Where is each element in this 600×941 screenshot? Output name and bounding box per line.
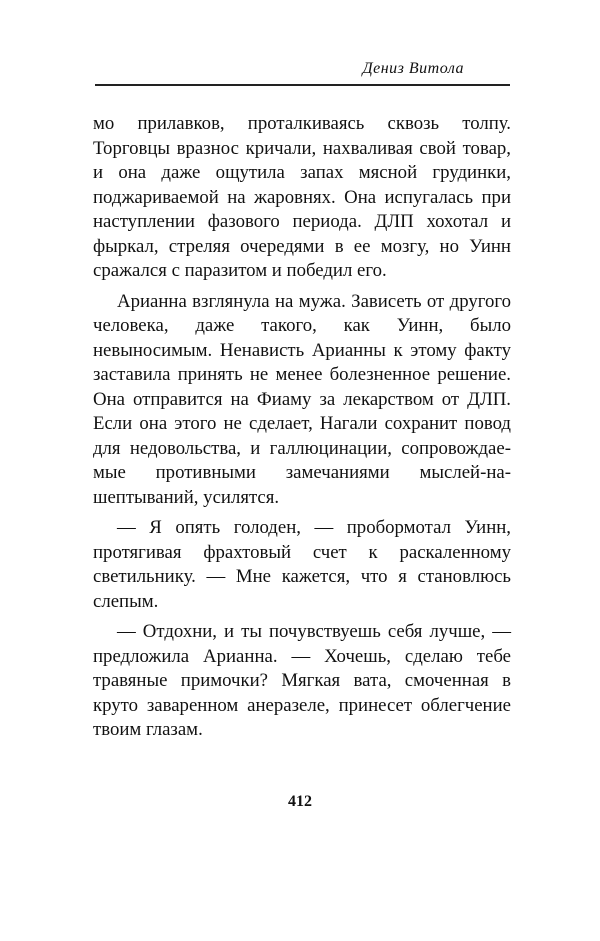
page-number: 412 (288, 793, 312, 810)
paragraph-3: — Я опять голоден, — пробормотал Уинн, протягивая фрахтовый счет к раскаленному светильнику. — Мне кажется, что я становлюсь слепым. (93, 517, 511, 612)
page-body (93, 112, 511, 749)
paragraph-2: Арианна взглянула на мужа. Зависеть от другого человека, даже такого, как Уинн, было невыносимым. Ненависть Арианны к этому факту заставила принять не менее болезненное решение. Она отправится на Фиаму за лекарством от ДЛП. Если она этого не сделает, Нагали сохранит повод для недовольства, и галлюцинации, сопровождаемые противными замечаниями мыслей-нашептываний, усилятся. (93, 290, 511, 508)
paragraph-4: — Отдохни, и ты почувствуешь себя лучше, — предложила Арианна. — Хочешь, сделаю тебе травяные примочки? Мягкая вата, смоченная в круто заваренном анеразеле, принесет облегчение твоим глазам. (93, 621, 511, 740)
running-header (95, 58, 510, 86)
header-author-name: Дениз Витола (362, 60, 464, 77)
paragraph-1: мо прилавков, проталкиваясь сквозь толпу. Торговцы вразнос кричали, нахваливая свой товар, и она даже ощутила запах мясной грудинки, поджариваемой на жаровнях. Она испугалась при наступлении фазового периода. ДЛП хохотал и фыркал, стреляя очередями в ее мозгу, но Уинн сражался с паразитом и победил его. (93, 113, 511, 281)
